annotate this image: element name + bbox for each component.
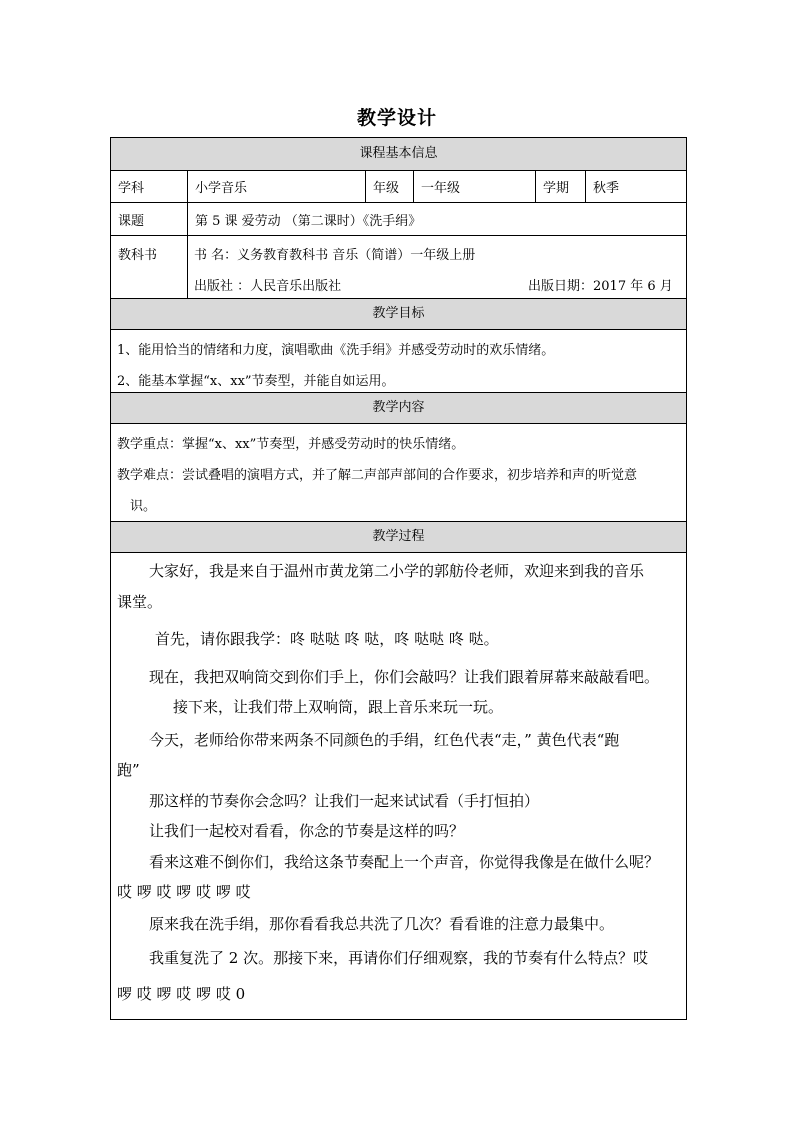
- process-line: 课堂。: [117, 593, 163, 611]
- topic-row: [111, 203, 686, 236]
- term-value: 秋季: [585, 171, 686, 202]
- process-line: 哎 啰 哎 啰 哎 啰 哎: [117, 883, 251, 901]
- grade-value: 一年级: [413, 171, 535, 202]
- section-header-content: 教学内容: [111, 393, 686, 424]
- lesson-plan-table: [110, 137, 687, 1020]
- goals-block: [111, 330, 686, 393]
- section-header-goals: 教学目标: [111, 299, 686, 330]
- subject-value: 小学音乐: [187, 171, 365, 202]
- subject-row: [111, 171, 686, 203]
- document-title: 教学设计: [356, 107, 437, 129]
- process-line: 让我们一起校对看看，你念的节奏是这样的吗？: [149, 822, 465, 840]
- publication-date-line: 出版日期：2017 年 6 月: [528, 279, 673, 294]
- process-line: 首先，请你跟我学：咚 哒哒 咚 哒，咚 哒哒 咚 哒。: [155, 630, 499, 648]
- textbook-details: [187, 236, 686, 298]
- process-line: 跑”: [117, 761, 140, 779]
- term-label: 学期: [535, 171, 585, 202]
- content-block: [111, 424, 686, 522]
- textbook-row: [111, 236, 686, 299]
- goal-item: 1、能用恰当的情绪和力度，演唱歌曲《洗手绢》并感受劳动时的欢乐情绪。: [117, 343, 555, 358]
- textbook-label: 教科书: [118, 248, 158, 263]
- topic-label: 课题: [118, 213, 145, 229]
- grade-label: 年级: [365, 171, 413, 202]
- process-line: 现在，我把双响筒交到你们手上，你们会敲吗？让我们跟着屏幕来敲敲看吧。: [149, 668, 660, 686]
- process-line: 啰 哎 啰 哎 啰 哎 0: [117, 985, 246, 1003]
- key-point-text: 教学重点：掌握“x、xx”节奏型，并感受劳动时的快乐情绪。: [117, 437, 465, 452]
- subject-label: 学科: [118, 181, 145, 196]
- book-name-line: 书 名：义务教育教科书 音乐（简谱）一年级上册: [194, 248, 476, 263]
- process-line: 接下来，让我们带上双响筒，跟上音乐来玩一玩。: [173, 698, 504, 716]
- process-block: [111, 553, 686, 1019]
- topic-value: 第 5 课 爱劳动 （第二课时）《洗手绢》: [187, 203, 686, 235]
- process-line: 那这样的节奏你会念吗？让我们一起来试试看（手打恒拍）: [149, 792, 540, 810]
- goal-item: 2、能基本掌握“x、xx”节奏型，并能自如运用。: [117, 374, 395, 389]
- section-header-basic-info: 课程基本信息: [111, 138, 686, 171]
- process-line: 原来我在洗手绢，那你看看我总共洗了几次？看看谁的注意力最集中。: [149, 915, 615, 933]
- difficulty-text: 教学难点：尝试叠唱的演唱方式，并了解二声部声部间的合作要求，初步培养和声的听觉意: [117, 468, 638, 483]
- process-line: 看来这难不倒你们，我给这条节奏配上一个声音，你觉得我像是在做什么呢？: [149, 853, 660, 871]
- section-header-process: 教学过程: [111, 522, 686, 553]
- difficulty-text-continued: 识。: [130, 499, 157, 514]
- process-line: 我重复洗了 2 次。那接下来，再请你们仔细观察，我的节奏有什么特点？哎: [149, 949, 649, 967]
- process-line: 大家好，我是来自于温州市黄龙第二小学的郭舫伶老师，欢迎来到我的音乐: [149, 562, 645, 580]
- publisher-line: 出版社 ：人民音乐出版社: [194, 279, 342, 294]
- process-line: 今天，老师给你带来两条不同颜色的手绢，红色代表“走，” 黄色代表“跑: [149, 731, 620, 749]
